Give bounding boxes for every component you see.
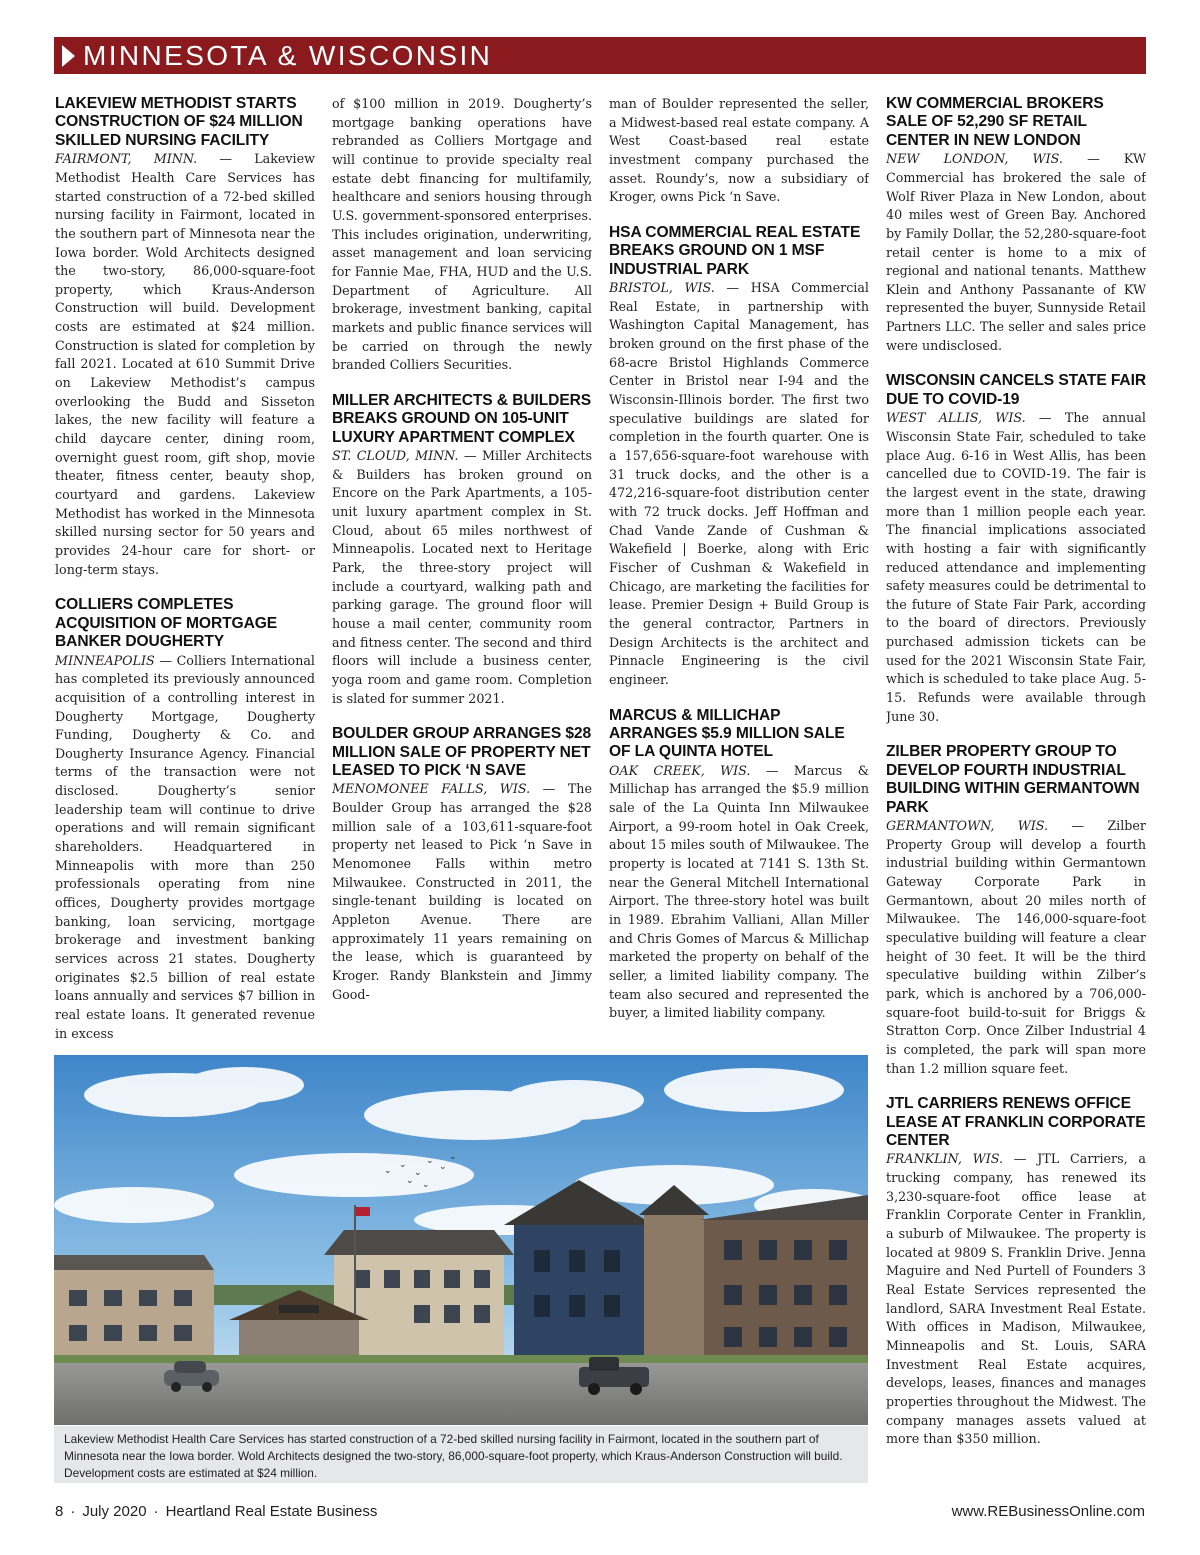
website-link[interactable]: www.REBusinessOnline.com [951, 1503, 1145, 1520]
story-jtl [886, 1095, 1146, 1449]
story-marcus [609, 707, 869, 1023]
story-hsa [609, 224, 869, 690]
facility-rendering-photo [54, 1055, 868, 1425]
story-body: — Miller Architects & Builders has broken ground on Encore on the Park Apartments, a 105-unit luxury apartment complex in St. Cloud, about 65 miles northwest of Minneapolis. Located next to Heritage Park, the three-story project will include a courtyard, walking path and parking garage. The ground floor will house a mail center, community room and fitness center. The second and third floors will include a business center, yoga room and game room. Completion is slated for summer 2021. [332, 448, 592, 706]
story-dateline: MINNEAPOLIS [55, 652, 155, 668]
story-boulder [332, 725, 592, 1004]
story-headline: ZILBER PROPERTY GROUP TO DEVELOP FOURTH INDUSTRIAL BUILDING WITHIN GERMANTOWN PARK [886, 743, 1140, 816]
page-number: 8 [55, 1503, 64, 1520]
story-body-text [609, 762, 869, 1023]
story-zilber [886, 743, 1146, 1078]
story-dateline: FAIRMONT, MINN. [55, 151, 198, 167]
story-body: — HSA Commercial Real Estate, in partnership with Washington Capital Management, has broken ground on the first phase of the 68-acre Bristol Highlands Commerce Center in Bristol near I-94 and the Wisconsin-Illinois border. The first two speculative buildings are slated for completion in the fourth quarter. One is a 157,656-square-foot warehouse with 31 truck docks, and the other is a 472,216-square-foot distribution center with 72 truck docks. Jeff Hoffman and Chad Vande Zande of Cushman & Wakefield | Boerke, along with Eric Fischer of Cushman & Wakefield in Chicago, are marketing the facilities for lease. Premier Design + Build Group is the general contractor, Partners in Design Architects is the architect and Pinnacle Engineering is the civil engineer. [609, 280, 869, 687]
publication-name: Heartland Real Estate Business [165, 1503, 378, 1520]
svg-text:⌄: ⌄ [406, 1176, 414, 1186]
svg-text:⌄: ⌄ [439, 1162, 447, 1172]
story-headline: HSA COMMERCIAL REAL ESTATE BREAKS GROUND ON 1 MSF INDUSTRIAL PARK [609, 223, 861, 278]
svg-text:⌄: ⌄ [414, 1168, 422, 1178]
story-dateline: ST. CLOUD, MINN. [332, 448, 459, 464]
separator-dot-icon: · [70, 1503, 76, 1520]
story-body-text [332, 447, 592, 708]
story-continued: man of Boulder represented the seller, a Midwest-based real estate company. A West Coast-based real estate investment company purchased the asset. Roundy’s, now a subsidiary of Kroger, owns Pick ‘n Save. [609, 96, 869, 205]
story-body-text [886, 817, 1146, 1078]
story-headline: WISCONSIN CANCELS STATE FAIR DUE TO COVID-19 [886, 372, 1146, 408]
story-body: — Colliers International has completed its previously announced acquisition of a controlling interest in Dougherty Mortgage, Dougherty Funding, Dougherty & Co. and Dougherty Insurance Agency. Financial terms of the transaction were not disclosed. Dougherty’s senior leadership team will continue to drive operations and will remain significant shareholders. Headquartered in Minneapolis with more than 250 professionals operating from nine offices, Dougherty provides mortgage banking, loan servicing, mortgage brokerage and investment banking services across 21 states. Dougherty originates $2.5 billion of real estate loans annually and services $7 billion in real estate loans. It generated revenue in excess [55, 652, 315, 1041]
column-2 [332, 95, 592, 1045]
story-body: — The annual Wisconsin State Fair, scheduled to take place Aug. 6-16 in West Allis, has been cancelled due to COVID-19. The fair is the largest event in the state, drawing more than 1 million people each year. The financial implications associated with hosting a fair with significantly reduced attendance and implementing safety measures could be detrimental to the future of State Fair Park, according to the board of directors. Previously purchased admission tickets can be used for the 2021 Wisconsin State Fair, which is scheduled to take place Aug. 5-15. Refunds were available through June 30. [886, 410, 1146, 724]
footer-left [55, 1503, 377, 1520]
story-headline: KW COMMERCIAL BROKERS SALE OF 52,290 SF RETAIL CENTER IN NEW LONDON [886, 95, 1104, 149]
story-body-text [55, 150, 315, 579]
story-body: — Zilber Property Group will develop a fourth industrial building within Germantown Gateway Corporate Park in Germantown, about 20 miles north of Milwaukee. The 146,000-square-foot speculative building will feature a clear height of 30 feet. It will be the third speculative building within Zilber’s park, which is anchored by a 706,000-square-foot build-to-suit for Briggs & Stratton Corp. Once Zilber Industrial 4 is completed, the park will span more than 1.2 million square feet. [886, 818, 1146, 1076]
column-1 [55, 95, 315, 1045]
story-lakeview [55, 95, 315, 579]
story-colliers [55, 596, 315, 1043]
story-body: — The Boulder Group has arranged the $28 million sale of a 103,611-square-foot property net leased to Pick ‘n Save in Menomonee Falls within metro Milwaukee. Constructed in 2011, the single-tenant building is located on Appleton Avenue. There are approximately 11 years remaining on the lease, which is guaranteed by Kroger. Randy Blankstein and Jimmy Good- [332, 781, 592, 1002]
section-title: MINNESOTA & WISCONSIN [83, 39, 493, 71]
story-dateline: WEST ALLIS, WIS. [886, 410, 1026, 426]
column-4 [886, 95, 1146, 1540]
column-3 [609, 95, 869, 1045]
story-continued: of $100 million in 2019. Dougherty’s mortgage banking operations have rebranded as Colliers Mortgage and will continue to provide specialty real estate debt financing for multifamily, healthcare and seniors housing through U.S. government-sponsored enterprises. This includes origination, underwriting, asset management and loan servicing for Fannie Mae, FHA, HUD and the U.S. Department of Agriculture. All brokerage, investment banking, capital markets and public finance services will be carried on through the newly branded Colliers Securities. [332, 96, 592, 373]
story-dateline: MENOMONEE FALLS, WIS. [332, 781, 531, 797]
story-body: — Marcus & Millichap has arranged the $5.9 million sale of the La Quinta Inn Milwaukee Airport, a 99-room hotel in Oak Creek, about 15 miles south of Milwaukee. The property is located at 7141 S. 13th St. near the General Mitchell International Airport. The three-story hotel was built in 1989. Ebrahim Valliani, Allan Miller and Chris Gomes of Marcus & Millichap marketed the property on behalf of the seller, a limited liability company. The team also secured and represented the buyer, a limited liability company. [609, 762, 869, 1021]
story-body-text [886, 1150, 1146, 1449]
story-body: — KW Commercial has brokered the sale of Wolf River Plaza in New London, about 40 miles west of Green Bay. Anchored by Family Dollar, the 52,280-square-foot retail center is home to a mix of regional and national tenants. Matthew Klein and Anthony Passanante of KW represented the buyer, Sunnyside Retail Partners LLC. The seller and sales price were undisclosed. [886, 151, 1146, 353]
story-body-text [886, 409, 1146, 726]
story-miller [332, 392, 592, 708]
story-dateline: OAK CREEK, WIS. [609, 762, 751, 778]
svg-text:⌄: ⌄ [399, 1160, 407, 1170]
story-body-text [332, 780, 592, 1004]
story-body-text [886, 150, 1146, 355]
story-headline: BOULDER GROUP ARRANGES $28 MILLION SALE OF PROPERTY NET LEASED TO PICK ‘N SAVE [332, 725, 592, 780]
story-boulder-continued [609, 95, 869, 207]
issue-date: July 2020 [82, 1503, 147, 1520]
story-dateline: FRANKLIN, WIS. [886, 1151, 1003, 1167]
story-body-text [609, 279, 869, 689]
story-headline: LAKEVIEW METHODIST STARTS CONSTRUCTION OF $24 MILLION SKILLED NURSING FACILITY [55, 95, 303, 149]
photo-caption: Lakeview Methodist Health Care Services has started construction of a 72-bed skilled nursing facility in Fairmont, located in the southern part of Minnesota near the Iowa border. Wold Architects designed the two-story, 86,000-square-foot property, which Kraus-Anderson Construction will build. Development costs are estimated at $24 million. [54, 1426, 868, 1483]
story-headline: JTL CARRIERS RENEWS OFFICE LEASE AT FRANKLIN CORPORATE CENTER [886, 1095, 1146, 1150]
separator-dot-icon: · [153, 1503, 159, 1520]
story-dateline: GERMANTOWN, WIS. [886, 818, 1049, 834]
banner-arrow-icon [62, 45, 75, 67]
svg-text:⌄: ⌄ [384, 1166, 392, 1176]
story-headline: MILLER ARCHITECTS & BUILDERS BREAKS GROUND ON 105-UNIT LUXURY APARTMENT COMPLEX [332, 391, 592, 446]
story-body: — Lakeview Methodist Health Care Services has started construction of a 72-bed skilled nursing facility in Fairmont, located in the southern part of Minnesota near the Iowa border. Wold Architects designed the two-story, 86,000-square-foot property, which Kraus-Anderson Construction will build. Development costs are estimated at $24 million. Construction is slated for completion by fall 2021. Located at 610 Summit Drive on Lakeview Methodist’s campus overlooking the Budd and Sisseton lakes, the new facility will feature a child daycare center, dining room, overnight guest room, gift shop, movie theater, fitness center, beauty shop, courtyard and gardens. Lakeview Methodist has worked in the Minnesota skilled nursing sector for 50 years and provides 24-hour care for short- or long-term stays. [55, 151, 315, 577]
story-kw [886, 95, 1146, 355]
story-body: — JTL Carriers, a trucking company, has renewed its 3,230-square-foot office lease at Franklin Corporate Center in Franklin, a suburb of Milwaukee. The property is located at 9809 S. Franklin Drive. Jenna Maguire and Ned Purtell of Founders 3 Real Estate Services represented the landlord, SARA Investment Real Estate. With offices in Madison, Milwaukee, Minneapolis and St. Louis, SARA Investment Real Estate acquires, develops, leases, finances and manages properties throughout the Midwest. The company manages assets valued at more than $350 million. [886, 1151, 1146, 1447]
story-dateline: NEW LONDON, WIS. [886, 151, 1063, 167]
story-body-text [55, 652, 315, 1044]
story-state-fair [886, 372, 1146, 726]
section-banner [54, 37, 1146, 74]
story-colliers-continued [332, 95, 592, 375]
svg-text:⌄: ⌄ [426, 1156, 434, 1166]
story-headline: COLLIERS COMPLETES ACQUISITION OF MORTGAGE BANKER DOUGHERTY [55, 596, 278, 651]
svg-text:⌄: ⌄ [449, 1152, 457, 1162]
story-headline: MARCUS & MILLICHAP ARRANGES $5.9 MILLION SALE OF LA QUINTA HOTEL [609, 706, 845, 761]
story-dateline: BRISTOL, WIS. [609, 280, 715, 296]
svg-text:⌄: ⌄ [422, 1180, 430, 1190]
